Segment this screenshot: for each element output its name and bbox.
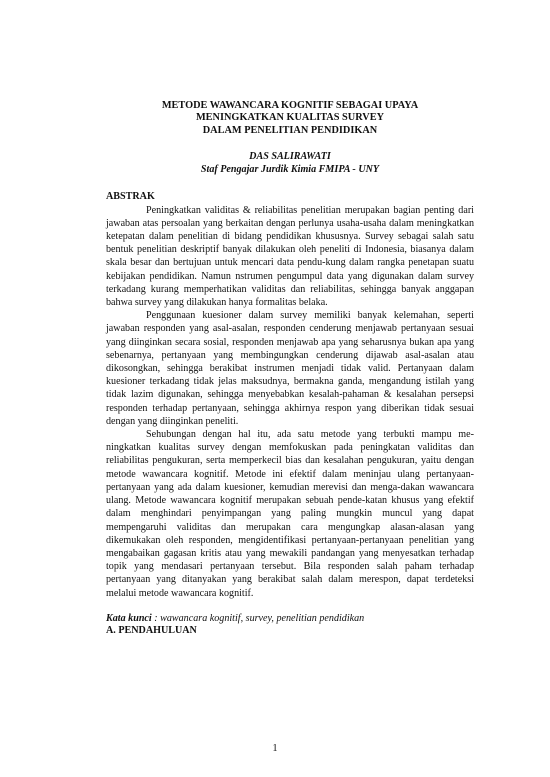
abstract-heading: ABSTRAK bbox=[106, 191, 155, 203]
keywords bbox=[106, 612, 474, 625]
title-line: DALAM PENELITIAN PENDIDIKAN bbox=[202, 124, 378, 136]
abstract-paragraph: Sehubungan dengan hal itu, ada satu metode yang terbukti mampu me-ningkatkan kualitas survey dengan memfokuskan pada peningkatan validitas dan reliabilitas pengukuran, serta memperkecil bias dan kesalahan pengukuran, yaitu dengan metode wawancara kognitif. Metode ini efektif dalam meninjau ulang pertanyaan-pertanyaan yang ada dalam kuesioner, kemudian merevisi dan menga-dakan wawancara ulang. Metode wawancara kognitif merupakan sebuah pende-katan khusus yang efektif dalam menghindari penyimpangan yang paling mungkin muncul yang dapat mempengaruhi validitas dan merupakan cara mengungkap alasan-alasan yang dikemukakan oleh responden, mengidentifikasi pertanyaan-pertanyaan penelitian yang mengabaikan gagasan kritis atau yang mewakili pandangan yang menyesatkan terhadap topik yang mendasari pertanyaan tersebut. Bila responden salah paham terhadap pertanyaan yang ditanyakan yang berakibat salah dalam merespon, dapat terdeteksi melalui metode wawancara kognitif. bbox=[106, 429, 474, 599]
keywords-label: Kata kunci bbox=[106, 612, 152, 624]
author-block bbox=[106, 151, 474, 176]
author-affiliation: Staf Pengajar Jurdik Kimia FMIPA - UNY bbox=[200, 163, 380, 175]
document-page bbox=[106, 100, 474, 638]
title-line: MENINGKATKAN KUALITAS SURVEY bbox=[195, 112, 385, 124]
keywords-text: : wawancara kognitif, survey, penelitian pendidikan bbox=[151, 612, 365, 624]
paper-title bbox=[106, 100, 474, 137]
author-name: DAS SALIRAWATI bbox=[249, 151, 331, 163]
abstract-paragraph: Peningkatkan validitas & reliabilitas penelitian merupakan bagian penting dari jawaban atas persoalan yang berkaitan dengan perlunya usaha-usaha dalam meningkatkan ketepatan dalam penelitian di bidang pendidikan khususnya. Survey sebagai salah satu bentuk penelitian deskriptif banyak dilakukan oleh peneliti di Indonesia, biasanya dalam skala besar dan bertujuan untuk mencari data pendu-kung dalam rangka penetapan suatu kebijakan pendidikan. Namun nstrumen pengumpul data yang digunakan dalam survey terkadang kurang memperhatikan validitas dan reliabilitas, sehingga banyak anggapan bahwa survey yang dilakukan hanya formalitas belaka. bbox=[106, 204, 474, 309]
page-number: 1 bbox=[272, 743, 278, 754]
abstract-paragraph: Penggunaan kuesioner dalam survey memiliki banyak kelemahan, seperti jawaban responden yang asal-asalan, responden cenderung menjawab pertanyaan sesuai yang diinginkan secara sosial, responden menjawab apa yang seharusnya bukan apa yang sebenarnya, pertanyaan yang membingungkan cenderung dijawab asal-asalan atau dikosongkan, sehingga berakibat instrumen menjadi tidak valid. Pertanyaan dalam kuesioner terkadang tidak jelas maksudnya, bermakna ganda, mengandung istilah yang tidak lazim digunakan, sehingga menyebabkan kesalah-pahaman & kesalahan persepsi responden terhadap pertanyaan, sehingga akhirnya respon yang diberikan tidak sesuai dengan yang diinginkan peneliti. bbox=[106, 310, 474, 427]
title-line: METODE WAWANCARA KOGNITIF SEBAGAI UPAYA bbox=[161, 100, 419, 111]
section-heading-pendahuluan: A. PENDAHULUAN bbox=[106, 624, 197, 636]
